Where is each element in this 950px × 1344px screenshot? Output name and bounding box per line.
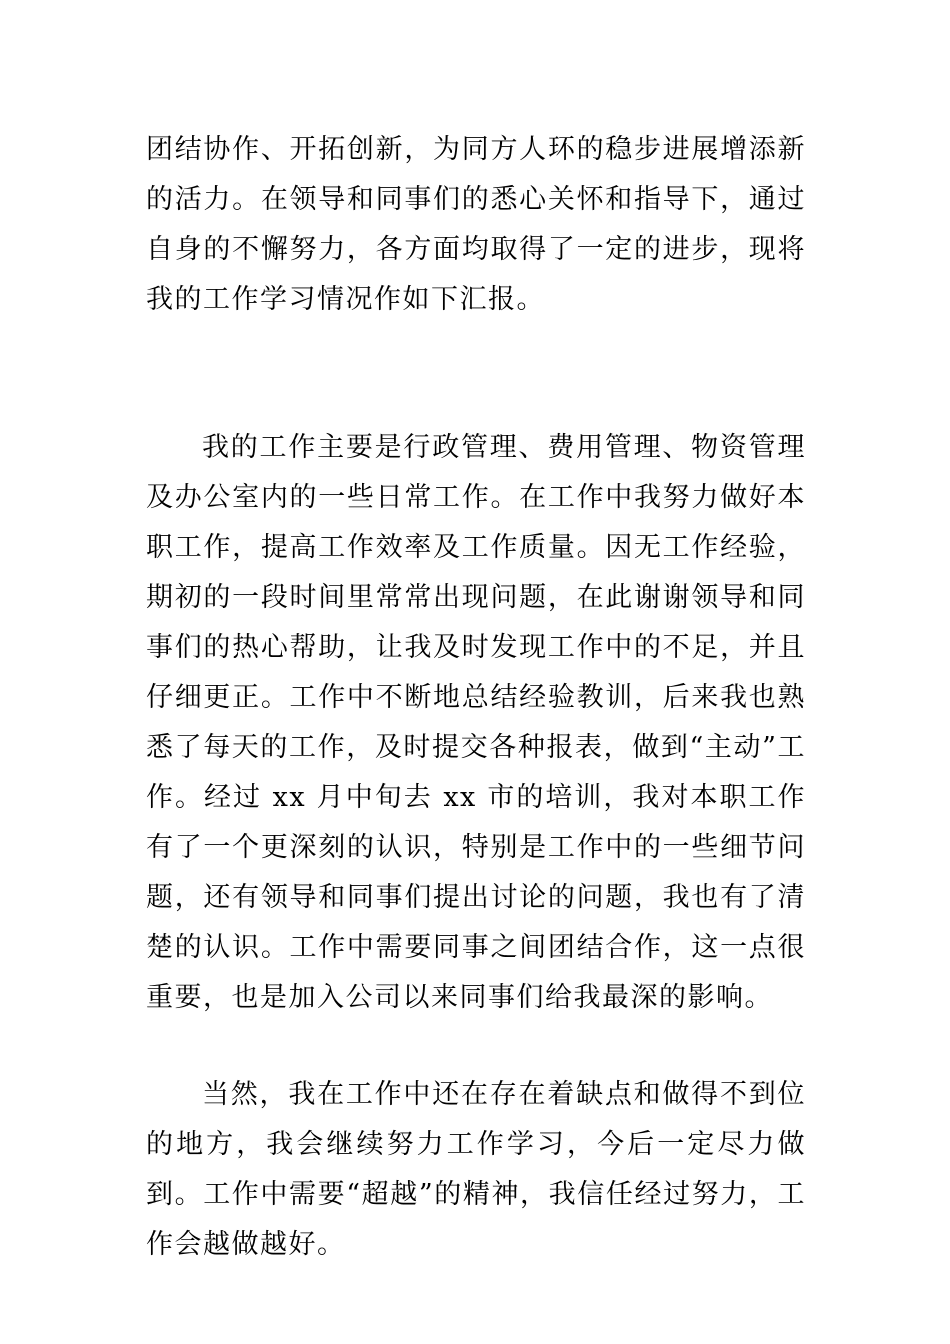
paragraph-work-duties: 我的工作主要是行政管理、费用管理、物资管理及办公室内的一些日常工作。在工作中我努力做好本职工作，提高工作效率及工作质量。因无工作经验，期初的一段时间里常常出现问题，在此谢谢领导和同事们的热心帮助，让我及时发现工作中的不足，并且仔细更正。工作中不断地总结经验教训，后来我也熟悉了每天的工作，及时提交各种报表，做到“主动”工作。经过 xx 月中旬去 xx 市的培训，我对本职工作有了一个更深刻的认识，特别是工作中的一些细节问题，还有领导和同事们提出讨论的问题，我也有了清楚的认识。工作中需要同事之间团结合作，这一点很重要，也是加入公司以来同事们给我最深的影响。	[146, 432, 806, 1013]
paragraph-shortcomings: 当然，我在工作中还在存在着缺点和做得不到位的地方，我会继续努力工作学习，今后一定尽力做到。工作中需要“超越”的精神，我信任经过努力，工作会越做越好。	[146, 1079, 806, 1260]
paragraph-intro: 团结协作、开拓创新，为同方人环的稳步进展增添新的活力。在领导和同事们的悉心关怀和指导下，通过自身的不懈努力，各方面均取得了一定的进步，现将我的工作学习情况作如下汇报。	[146, 134, 806, 315]
